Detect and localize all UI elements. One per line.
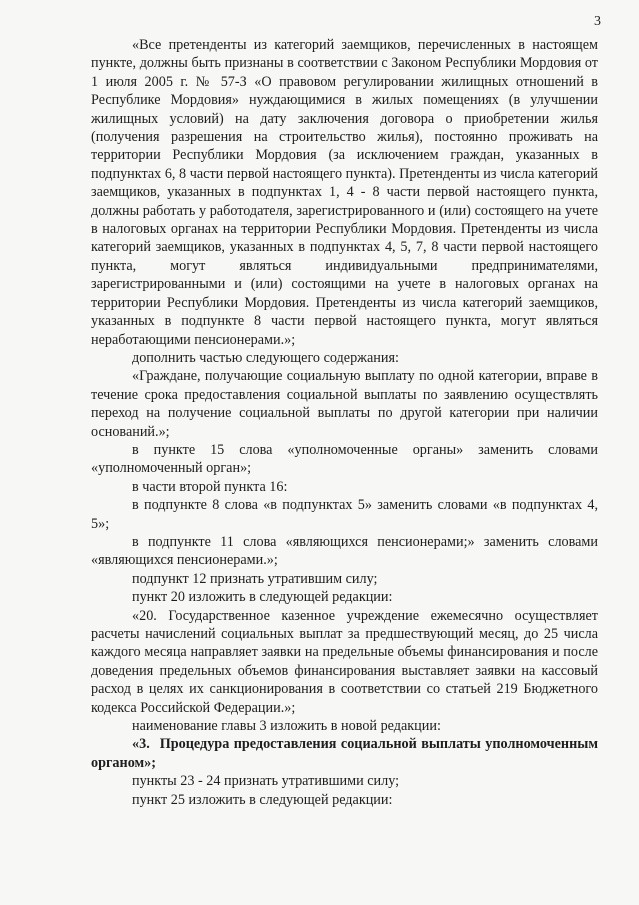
paragraph-point-25: пункт 25 изложить в следующей редакции: — [132, 791, 393, 808]
paragraph-subpoint-11: в подпункте 11 слова «являющихся пенсионерами;» заменить словами «являющихся пенсионерами.»; — [91, 533, 598, 569]
paragraph-add-part: дополнить частью следующего содержания: — [132, 349, 399, 366]
paragraph-point-15: в пункте 15 слова «уполномоченные органы» заменить словами «уполномоченный орган»; — [91, 441, 598, 477]
paragraph-point-20-intro: пункт 20 изложить в следующей редакции: — [132, 589, 393, 606]
paragraph-requirements: «Все претенденты из категорий заемщиков, перечисленных в настоящем пункте, должны быть признаны в соответствии с Законом Республики Мордовия от 1 июля 2005 г. № 57-З «О правовом регулировании жилищных отношений в Республике Мордовия» нуждающимися в жилых помещениях (в улучшении жилищных условий) на дату заключения договора о приобретении жилья (получения разрешения на строительство жилья), постоянно проживать на территории Республики Мордовия (за исключением граждан, указанных в подпунктах 6, 8 части первой настоящего пункта). Претенденты из числа категорий заемщиков, указанных в подпунктах 1, 4 - 8 части первой настоящего пункта, должны работать у работодателя, зарегистрированного и (или) состоящего на учете в налоговых органах на территории Республики Мордовия. Претенденты из числа категорий заемщиков, указанных в подпунктах 4, 5, 7, 8 части первой настоящего пункта, могут являться индивидуальными предпринимателями, зарегистрированными и (или) состоящими на учете в налоговых органах на территории Республики Мордовия. Претенденты из числа категорий заемщиков, указанных в подпункте 8 части первой настоящего пункта, могут являться неработающими пенсионерами.»; — [91, 37, 598, 348]
paragraph-points-23-24: пункты 23 - 24 признать утратившими силу; — [132, 773, 400, 790]
paragraph-subpoint-8: в подпункте 8 слова «в подпунктах 5» заменить словами «в подпунктах 4, 5»; — [91, 497, 598, 532]
chapter-3-number: «3. — [132, 736, 150, 753]
document-body — [91, 36, 598, 809]
paragraph-point-20: «20. Государственное казенное учреждение ежемесячно осуществляет расчеты начислений социальных выплат за предшествующий месяц, до 25 числа каждого месяца направляет заявки на предельные объемы финансирования и после доведения предельных объемов финансирования выставляет заявки на кассовый расход в целях их санкционирования в соответствии со статьей 219 Бюджетного кодекса Российской Федерации.»; — [91, 607, 598, 716]
paragraph-subpoint-12: подпункт 12 признать утратившим силу; — [132, 570, 378, 587]
page-number: 3 — [594, 14, 601, 29]
paragraph-point-16: в части второй пункта 16: — [132, 478, 288, 495]
paragraph-chapter-3-intro: наименование главы 3 изложить в новой редакции: — [132, 718, 441, 735]
chapter-3-heading — [91, 735, 598, 772]
chapter-3-title: Процедура предоставления социальной выплаты уполномоченным органом»; — [91, 736, 598, 771]
paragraph-category-transfer: «Граждане, получающие социальную выплату по одной категории, вправе в течение срока предоставления социальной выплаты по заявлению осуществлять переход на получение социальной выплаты по другой категории при наличии оснований.»; — [91, 368, 598, 440]
